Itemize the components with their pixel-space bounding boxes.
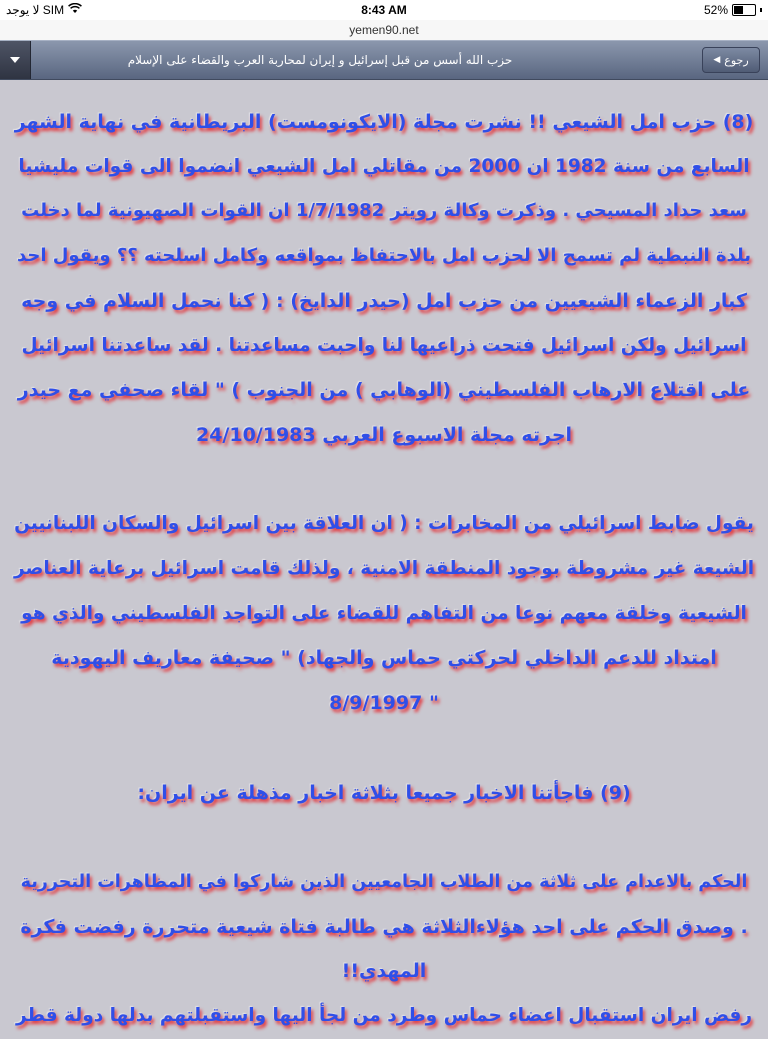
- paragraph-intelligence-quote: [12, 502, 756, 726]
- text-line: على اقتلاع الارهاب الفلسطيني (الوهابي ) من الجنوب ) " لقاء صحفي مع حيدر: [17, 379, 751, 402]
- status-time: 8:43 AM: [361, 3, 407, 17]
- text-line: كبار الزعماء الشيعيين من حزب امل (حيدر الدايخ) : ( كنا نحمل السلام في وجه: [21, 289, 747, 312]
- text-line: (9) فاجأتنا الاخبار جميعا بثلاثة اخبار مذهلة عن ايران:: [137, 781, 631, 804]
- status-bar: [0, 0, 768, 20]
- post-content: [12, 100, 756, 1039]
- paragraph-gap: [12, 726, 756, 771]
- text-line: سعد حداد المسيحي . وذكرت وكالة رويتر 1/7/1982 ان القوات الصهيونية لما دخلت: [21, 200, 747, 222]
- triangle-down-icon: [10, 57, 20, 63]
- forum-nav-bar: [0, 40, 768, 80]
- battery-percent: 52%: [703, 3, 728, 17]
- battery-level: [734, 6, 743, 14]
- text-line: بلدة النبطية لم تسمح الا لحزب امل بالاحتفاظ بمواقعه وكامل اسلحته ؟؟ ويقول احد: [16, 245, 752, 267]
- back-button-label: رجوع: [724, 53, 749, 67]
- text-line: امتداد للدعم الداخلي لحركتي حماس والجهاد) " صحيفة معاريف اليهودية: [51, 647, 717, 670]
- thread-title: حزب الله أسس من قبل إسرائيل و إيران لمحاربة العرب والقضاء على الإسلام: [127, 53, 513, 67]
- paragraph-8: [12, 100, 756, 458]
- text-line: السابع من سنة 1982 ان 2000 من مقاتلي امل الشيعي انضموا الى قوات مليشيا: [18, 155, 750, 177]
- text-line: (8) حزب امل الشيعي !! نشرت مجلة (الايكونومست) البريطانية في نهاية الشهر: [14, 111, 754, 133]
- text-line: الحكم بالاعدام على ثلاثة من الطلاب الجامعيين الذين شاركوا في المظاهرات التحررية: [20, 871, 748, 892]
- back-button[interactable]: [702, 47, 760, 73]
- text-line: رفض ايران استقبال اعضاء حماس وطرد من لجأ اليها واستقبلتهم بدلها دولة قطر: [15, 1005, 753, 1027]
- url-domain: yemen90.net: [349, 23, 419, 37]
- text-line: " 8/9/1997: [329, 692, 439, 715]
- text-line: . وصدق الحكم على احد هؤلاءالثلاثة هي طالبة فتاة شيعية متحررة رفضت فكرة: [20, 915, 748, 938]
- text-line: المهدي!!: [341, 960, 427, 983]
- paragraph-gap: [12, 458, 756, 503]
- paragraph-iran-news: [12, 860, 756, 1039]
- battery-nub: [760, 8, 762, 12]
- battery-group: [704, 3, 762, 17]
- menu-dropdown-button[interactable]: [0, 41, 31, 79]
- text-line: الشيعية وخلقة معهم نوعا من التفاهم للقضاء على التواجد الفلسطيني والذي هو: [21, 602, 747, 624]
- text-line: الشيعة غير مشروطة بوجود المنطقة الامنية ، ولذلك قامت اسرائيل برعاية العناصر: [13, 558, 755, 580]
- paragraph-9: [12, 771, 756, 816]
- carrier-label: لا يوجد SIM: [6, 3, 65, 17]
- paragraph-gap: [12, 815, 756, 860]
- battery-icon: [732, 4, 756, 16]
- text-line: يقول ضابط اسرائيلي من المخابرات : ( ان العلاقة بين اسرائيل والسكان اللبنانيين: [14, 513, 754, 535]
- url-bar[interactable]: [0, 20, 768, 40]
- text-line: اسرائيل ولكن اسرائيل فتحت ذراعيها لنا واحبت مساعدتنا . لقد ساعدتنا اسرائيل: [21, 334, 747, 356]
- back-arrow-icon: ◀: [713, 55, 721, 65]
- text-line: اجرته مجلة الاسبوع العربي 24/10/1983: [195, 423, 573, 446]
